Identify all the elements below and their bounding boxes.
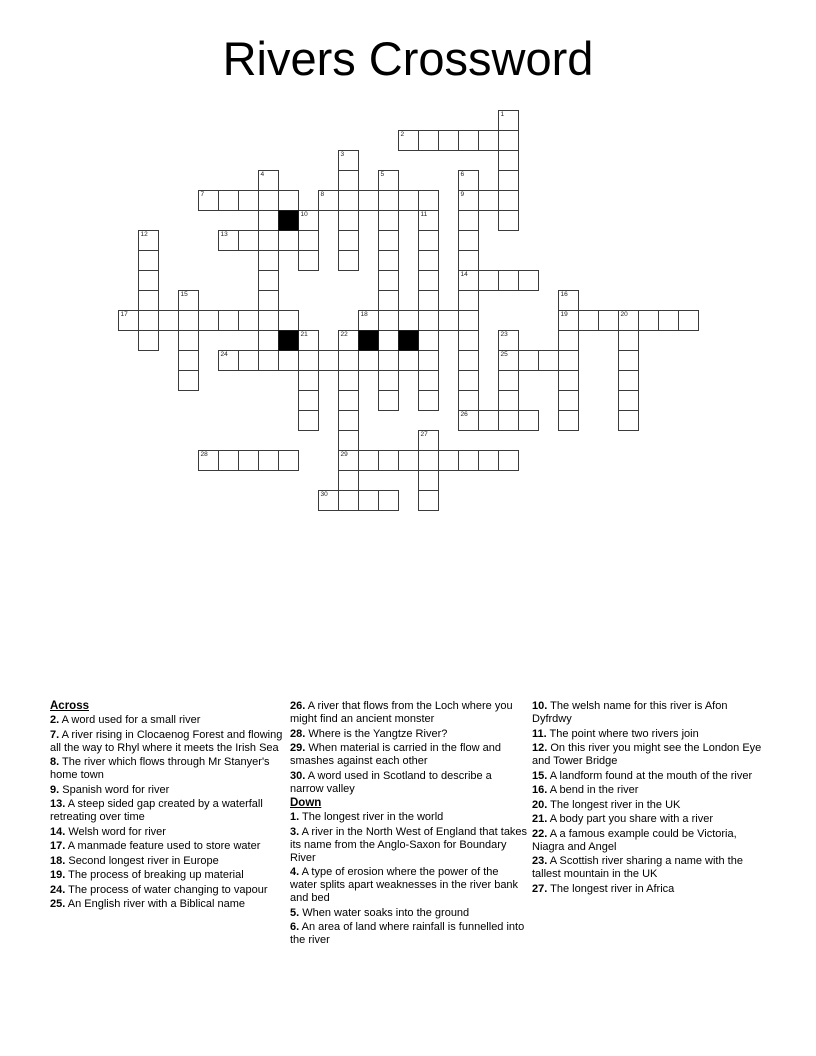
clue-item-1: 1. The longest river in the world <box>290 811 444 823</box>
clue-item-15: 15. A landform found at the mouth of the river <box>532 769 753 782</box>
grid-cell-black <box>278 210 299 231</box>
grid-cell[interactable] <box>238 230 259 251</box>
grid-cell[interactable] <box>498 410 519 431</box>
grid-cell[interactable] <box>378 190 399 211</box>
grid-cell[interactable] <box>258 450 279 471</box>
clue-item-25: 25. An English river with a Biblical name <box>50 898 246 910</box>
clue-item-7: 7. A river rising in Clocaenog Forest and flowing all the way to Rhyl where it meets the Irish Sea <box>50 728 283 754</box>
clue-item-24: 24. The process of water changing to vapour <box>50 883 268 896</box>
grid-cell[interactable] <box>458 190 479 211</box>
clue-item-13: 13. A steep sided gap created by a waterfall retreating over time <box>50 798 263 823</box>
clue-number-label: 19. <box>50 869 66 881</box>
grid-cell-number: 27 <box>420 431 428 438</box>
grid-cell[interactable] <box>498 150 519 171</box>
clue-number-label: 10. <box>532 700 548 712</box>
grid-cell[interactable] <box>418 210 439 231</box>
grid-cell-number: 2 <box>400 131 405 138</box>
grid-cell[interactable] <box>398 310 419 331</box>
grid-cell[interactable] <box>298 250 319 271</box>
grid-cell[interactable] <box>458 330 479 351</box>
grid-cell[interactable] <box>498 450 519 471</box>
grid-cell[interactable] <box>258 210 279 231</box>
grid-cell[interactable] <box>218 450 239 471</box>
grid-cell[interactable] <box>198 310 219 331</box>
grid-cell[interactable] <box>518 350 539 371</box>
grid-cell[interactable] <box>458 230 479 251</box>
grid-cell[interactable] <box>198 450 219 471</box>
grid-cell[interactable] <box>498 270 519 291</box>
grid-cell[interactable] <box>278 450 299 471</box>
grid-cell[interactable] <box>138 250 159 271</box>
grid-cell[interactable] <box>498 190 519 211</box>
grid-cell-number: 18 <box>360 311 368 318</box>
grid-cell[interactable] <box>418 430 439 451</box>
grid-cell[interactable] <box>458 450 479 471</box>
clue-item-20: 20. The longest river in the UK <box>532 798 681 811</box>
clue-section-header: Across <box>50 700 89 712</box>
clue-item-2: 2. A word used for a small river <box>50 714 201 726</box>
grid-cell-number: 26 <box>460 411 468 418</box>
grid-cell[interactable] <box>458 170 479 191</box>
grid-cell[interactable] <box>258 230 279 251</box>
grid-cell-number: 3 <box>340 151 345 158</box>
clue-item-4: 4. A type of erosion where the power of the water splits apart weaknesses in the river bank and bed <box>290 866 519 904</box>
clue-number-label: 2. <box>50 714 60 726</box>
clue-section-header: Down <box>290 797 322 809</box>
clue-item-5: 5. When water soaks into the ground <box>290 906 470 919</box>
grid-cell[interactable] <box>378 290 399 311</box>
grid-cell[interactable] <box>418 130 439 151</box>
grid-cell[interactable] <box>458 350 479 371</box>
grid-cell[interactable] <box>398 190 419 211</box>
grid-cell[interactable] <box>538 350 559 371</box>
grid-cell[interactable] <box>418 390 439 411</box>
grid-cell[interactable] <box>558 350 579 371</box>
grid-cell[interactable] <box>338 330 359 351</box>
grid-cell[interactable] <box>298 210 319 231</box>
grid-cell[interactable] <box>458 130 479 151</box>
grid-cell[interactable] <box>258 170 279 191</box>
grid-cell[interactable] <box>278 190 299 211</box>
grid-cell[interactable] <box>498 390 519 411</box>
grid-cell[interactable] <box>378 250 399 271</box>
grid-cell[interactable] <box>258 290 279 311</box>
clue-item-26: 26. A river that flows from the Loch where you might find an ancient monster <box>290 700 513 725</box>
grid-cell[interactable] <box>458 210 479 231</box>
grid-cell-number: 1 <box>500 111 505 118</box>
clue-item-11: 11. The point where two rivers join <box>532 727 699 740</box>
grid-cell[interactable] <box>618 330 639 351</box>
grid-cell[interactable] <box>378 270 399 291</box>
grid-cell[interactable] <box>378 490 399 511</box>
grid-cell-number: 21 <box>300 331 308 338</box>
grid-cell-number: 25 <box>500 351 508 358</box>
clue-item-30: 30. A word used in Scotland to describe a narrow valley <box>290 769 492 795</box>
grid-cell-number: 13 <box>220 231 228 238</box>
grid-cell[interactable] <box>178 310 199 331</box>
grid-cell[interactable] <box>618 350 639 371</box>
grid-cell[interactable] <box>458 290 479 311</box>
grid-cell[interactable] <box>298 230 319 251</box>
clue-item-21: 21. A body part you share with a river <box>532 813 713 825</box>
grid-cell[interactable] <box>298 330 319 351</box>
grid-cell-number: 30 <box>320 491 328 498</box>
grid-cell[interactable] <box>498 210 519 231</box>
grid-cell[interactable] <box>258 270 279 291</box>
grid-cell[interactable] <box>378 310 399 331</box>
grid-cell[interactable] <box>338 150 359 171</box>
grid-cell[interactable] <box>478 410 499 431</box>
grid-cell-number: 11 <box>420 211 428 218</box>
clue-number-label: 13. <box>50 798 66 810</box>
grid-cell[interactable] <box>138 230 159 251</box>
grid-cell[interactable] <box>358 450 379 471</box>
grid-cell[interactable] <box>378 450 399 471</box>
grid-cell[interactable] <box>338 470 359 491</box>
grid-cell[interactable] <box>178 290 199 311</box>
grid-cell[interactable] <box>418 490 439 511</box>
grid-cell[interactable] <box>338 250 359 271</box>
clue-number-label: 30. <box>290 769 306 782</box>
clue-number-label: 21. <box>532 813 548 825</box>
grid-cell[interactable] <box>318 350 339 371</box>
grid-cell[interactable] <box>458 390 479 411</box>
grid-cell[interactable] <box>458 310 479 331</box>
grid-cell[interactable] <box>558 410 579 431</box>
grid-cell-number: 17 <box>120 311 128 318</box>
clue-number-label: 29. <box>290 742 306 754</box>
grid-cell[interactable] <box>178 350 199 371</box>
clue-number-label: 5. <box>290 906 300 919</box>
grid-cell[interactable] <box>158 310 179 331</box>
grid-cell-number: 10 <box>300 211 308 218</box>
grid-cell[interactable] <box>418 470 439 491</box>
grid-cell[interactable] <box>258 330 279 351</box>
grid-cell[interactable] <box>558 330 579 351</box>
grid-cell[interactable] <box>598 310 619 331</box>
grid-cell[interactable] <box>498 130 519 151</box>
grid-cell[interactable] <box>418 350 439 371</box>
grid-cell-number: 14 <box>460 271 468 278</box>
grid-cell[interactable] <box>338 410 359 431</box>
grid-cell[interactable] <box>618 410 639 431</box>
clue-number-label: 25. <box>50 898 66 910</box>
grid-cell[interactable] <box>458 410 479 431</box>
grid-cell[interactable] <box>338 390 359 411</box>
grid-cell-number: 12 <box>140 231 148 238</box>
grid-cell[interactable] <box>418 250 439 271</box>
clue-number-label: 20. <box>532 798 548 811</box>
clue-number-label: 27. <box>532 882 548 895</box>
clue-number-label: 8. <box>50 756 60 768</box>
grid-cell[interactable] <box>238 350 259 371</box>
grid-cell[interactable] <box>478 190 499 211</box>
grid-cell[interactable] <box>458 270 479 291</box>
grid-cell[interactable] <box>398 350 419 371</box>
clue-item-23: 23. A Scottish river sharing a name with the tallest mountain in the UK <box>532 855 743 880</box>
grid-cell[interactable] <box>338 170 359 191</box>
grid-cell[interactable] <box>218 310 239 331</box>
grid-cell-number: 9 <box>460 191 465 198</box>
grid-cell[interactable] <box>138 330 159 351</box>
grid-cell[interactable] <box>438 130 459 151</box>
grid-cell[interactable] <box>618 370 639 391</box>
grid-cell-black <box>278 330 299 351</box>
clue-number-label: 14. <box>50 825 66 838</box>
clue-number-label: 11. <box>532 727 547 740</box>
grid-cell[interactable] <box>558 390 579 411</box>
grid-cell[interactable] <box>498 350 519 371</box>
grid-cell-black <box>358 330 379 351</box>
grid-cell-number: 19 <box>560 311 568 318</box>
clue-number-label: 18. <box>50 854 66 867</box>
grid-cell[interactable] <box>318 490 339 511</box>
clue-item-22: 22. A a famous example could be Victoria, Niagra and Angel <box>532 827 737 853</box>
grid-cell[interactable] <box>418 290 439 311</box>
clue-item-27: 27. The longest river in Africa <box>532 882 675 895</box>
grid-cell[interactable] <box>638 310 659 331</box>
grid-cell[interactable] <box>498 110 519 131</box>
grid-cell[interactable] <box>418 310 439 331</box>
grid-cell[interactable] <box>258 190 279 211</box>
clue-number-label: 28. <box>290 727 306 740</box>
grid-cell[interactable] <box>418 370 439 391</box>
grid-cell-number: 15 <box>180 291 188 298</box>
grid-cell[interactable] <box>378 330 399 351</box>
crossword-grid <box>118 110 699 511</box>
grid-cell[interactable] <box>478 270 499 291</box>
grid-cell[interactable] <box>338 350 359 371</box>
clue-item-19: 19. The process of breaking up material <box>50 869 244 881</box>
clue-item-12: 12. On this river you might see the London Eye and Tower Bridge <box>532 742 762 767</box>
grid-cell[interactable] <box>418 230 439 251</box>
clue-item-6: 6. An area of land where rainfall is funnelled into the river <box>290 921 525 946</box>
grid-cell[interactable] <box>658 310 679 331</box>
grid-cell[interactable] <box>138 270 159 291</box>
grid-cell[interactable] <box>398 130 419 151</box>
grid-cell-number: 20 <box>620 311 628 318</box>
grid-cell[interactable] <box>358 190 379 211</box>
grid-cell-number: 28 <box>200 451 208 458</box>
grid-cell[interactable] <box>298 370 319 391</box>
grid-cell[interactable] <box>218 350 239 371</box>
clue-item-17: 17. A manmade feature used to store water <box>50 840 261 852</box>
grid-cell[interactable] <box>338 370 359 391</box>
grid-cell[interactable] <box>178 370 199 391</box>
clue-item-3: 3. A river in the North West of England that takes its name from the Anglo-Saxon for Boundary River <box>290 825 528 864</box>
clue-number-label: 16. <box>532 784 548 796</box>
grid-cell[interactable] <box>338 190 359 211</box>
grid-cell[interactable] <box>378 170 399 191</box>
grid-cell[interactable] <box>418 190 439 211</box>
grid-cell[interactable] <box>498 170 519 191</box>
grid-cell[interactable] <box>458 250 479 271</box>
grid-cell[interactable] <box>678 310 699 331</box>
clue-item-8: 8. The river which flows through Mr Stanyer's home town <box>50 756 270 781</box>
clue-number-label: 12. <box>532 742 548 754</box>
grid-cell[interactable] <box>378 390 399 411</box>
grid-cell[interactable] <box>578 310 599 331</box>
grid-cell[interactable] <box>218 190 239 211</box>
grid-cell[interactable] <box>498 330 519 351</box>
clue-item-14: 14. Welsh word for river <box>50 825 166 838</box>
grid-cell[interactable] <box>338 210 359 231</box>
grid-cell[interactable] <box>358 490 379 511</box>
grid-cell[interactable] <box>498 370 519 391</box>
grid-cell[interactable] <box>238 190 259 211</box>
grid-cell[interactable] <box>138 290 159 311</box>
grid-cell[interactable] <box>518 270 539 291</box>
grid-cell[interactable] <box>238 450 259 471</box>
grid-cell[interactable] <box>358 350 379 371</box>
grid-cell[interactable] <box>558 290 579 311</box>
grid-cell[interactable] <box>338 450 359 471</box>
grid-cell[interactable] <box>338 430 359 451</box>
grid-cell[interactable] <box>618 390 639 411</box>
clue-number-label: 26. <box>290 700 306 712</box>
grid-cell[interactable] <box>298 390 319 411</box>
grid-cell[interactable] <box>458 370 479 391</box>
grid-cell[interactable] <box>238 310 259 331</box>
grid-cell[interactable] <box>338 490 359 511</box>
grid-cell[interactable] <box>378 350 399 371</box>
grid-cell[interactable] <box>258 250 279 271</box>
grid-cell[interactable] <box>418 330 439 351</box>
grid-cell[interactable] <box>258 310 279 331</box>
grid-cell[interactable] <box>338 230 359 251</box>
grid-cell[interactable] <box>298 350 319 371</box>
page-title: Rivers Crossword <box>222 32 594 85</box>
clue-item-16: 16. A bend in the river <box>532 784 639 796</box>
clue-number-label: 9. <box>50 783 60 796</box>
clue-number-label: 22. <box>532 827 548 840</box>
grid-cell[interactable] <box>378 230 399 251</box>
grid-cell-number: 6 <box>460 171 465 178</box>
clue-column-3 <box>532 700 770 897</box>
grid-cell[interactable] <box>518 410 539 431</box>
grid-cell[interactable] <box>438 310 459 331</box>
grid-cell-number: 22 <box>340 331 348 338</box>
clue-item-18: 18. Second longest river in Europe <box>50 854 219 867</box>
grid-cell[interactable] <box>558 310 579 331</box>
grid-cell-number: 23 <box>500 331 508 338</box>
grid-cell[interactable] <box>218 230 239 251</box>
clue-item-29: 29. When material is carried in the flow and smashes against each other <box>290 742 501 767</box>
clue-number-label: 6. <box>290 921 300 933</box>
grid-cell[interactable] <box>378 210 399 231</box>
grid-cell-number: 5 <box>380 171 385 178</box>
grid-cell[interactable] <box>138 310 159 331</box>
grid-cell-number: 29 <box>340 451 348 458</box>
clue-item-28: 28. Where is the Yangtze River? <box>290 727 448 740</box>
grid-cell[interactable] <box>418 270 439 291</box>
grid-cell[interactable] <box>278 310 299 331</box>
grid-cell[interactable] <box>278 350 299 371</box>
clue-number-label: 15. <box>532 769 548 782</box>
grid-cell[interactable] <box>298 410 319 431</box>
grid-cell[interactable] <box>178 330 199 351</box>
clue-number-label: 4. <box>290 866 300 878</box>
grid-cell-number: 8 <box>320 191 325 198</box>
grid-cell[interactable] <box>278 230 299 251</box>
clue-column-2 <box>290 700 528 949</box>
grid-cell[interactable] <box>478 450 499 471</box>
clue-number-label: 23. <box>532 855 548 867</box>
grid-cell[interactable] <box>118 310 139 331</box>
grid-cell[interactable] <box>478 130 499 151</box>
grid-cell-number: 16 <box>560 291 568 298</box>
grid-cell[interactable] <box>398 450 419 471</box>
clue-number-label: 17. <box>50 840 66 852</box>
clue-item-9: 9. Spanish word for river <box>50 783 170 796</box>
grid-cell[interactable] <box>618 310 639 331</box>
grid-cell[interactable] <box>318 190 339 211</box>
grid-cell-number: 7 <box>200 191 205 198</box>
clue-column-1 <box>50 700 288 913</box>
grid-cell-black <box>398 330 419 351</box>
grid-cell[interactable] <box>378 370 399 391</box>
clue-number-label: 7. <box>50 728 60 741</box>
grid-cell-number: 24 <box>220 351 228 358</box>
grid-cell[interactable] <box>438 450 459 471</box>
grid-cell-number: 4 <box>260 171 265 178</box>
grid-cell[interactable] <box>418 450 439 471</box>
clue-number-label: 24. <box>50 883 66 896</box>
clue-number-label: 1. <box>290 811 300 823</box>
clue-number-label: 3. <box>290 825 300 838</box>
grid-cell[interactable] <box>258 350 279 371</box>
grid-cell[interactable] <box>358 310 379 331</box>
grid-cell[interactable] <box>198 190 219 211</box>
clue-item-10: 10. The welsh name for this river is Afon Dyfrdwy <box>532 700 728 725</box>
grid-cell[interactable] <box>558 370 579 391</box>
